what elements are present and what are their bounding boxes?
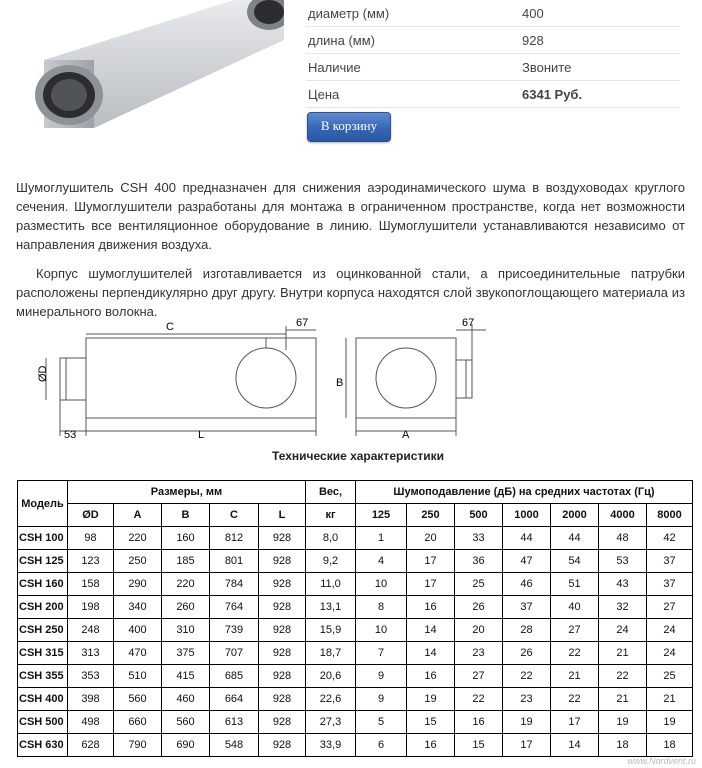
table-cell: 510 <box>114 665 162 688</box>
table-cell: 764 <box>210 596 259 619</box>
table-cell: 220 <box>162 573 210 596</box>
header-freq-col: 250 <box>407 504 455 527</box>
table-cell: 6 <box>356 734 407 757</box>
table-cell: 21 <box>599 642 647 665</box>
product-photo <box>14 0 284 140</box>
table-row <box>18 527 693 550</box>
table-cell: 18 <box>599 734 647 757</box>
table-cell: 17 <box>503 734 551 757</box>
table-cell: 664 <box>210 688 259 711</box>
table-cell: 27 <box>455 665 503 688</box>
dim-label-67-right: 67 <box>462 317 475 329</box>
table-cell: 47 <box>503 550 551 573</box>
model-cell: CSH 200 <box>18 596 68 619</box>
table-cell: 660 <box>114 711 162 734</box>
table-cell: 928 <box>259 688 306 711</box>
table-cell: 928 <box>259 711 306 734</box>
table-cell: 628 <box>68 734 114 757</box>
table-cell: 23 <box>503 688 551 711</box>
table-cell: 14 <box>407 642 455 665</box>
table-cell: 10 <box>356 619 407 642</box>
table-cell: 928 <box>259 550 306 573</box>
table-row <box>18 642 693 665</box>
spec-header-row-2 <box>18 504 693 527</box>
table-cell: 10 <box>356 573 407 596</box>
table-cell: 21 <box>599 688 647 711</box>
table-cell: 11,0 <box>306 573 356 596</box>
header-weight: Вес, <box>306 481 356 504</box>
table-cell: 8 <box>356 596 407 619</box>
dim-label-a: A <box>402 429 410 441</box>
table-cell: 460 <box>162 688 210 711</box>
table-cell: 398 <box>68 688 114 711</box>
table-cell: 24 <box>647 619 693 642</box>
table-cell: 40 <box>551 596 599 619</box>
prop-value: 400 <box>520 0 680 27</box>
header-freq-col: 1000 <box>503 504 551 527</box>
prop-row-length <box>306 27 680 54</box>
table-cell: 375 <box>162 642 210 665</box>
table-cell: 158 <box>68 573 114 596</box>
prop-value: 928 <box>520 27 680 54</box>
header-noise: Шумоподавление (дБ) на средних частотах (Гц) <box>356 481 693 504</box>
table-cell: 19 <box>599 711 647 734</box>
table-cell: 685 <box>210 665 259 688</box>
model-cell: CSH 500 <box>18 711 68 734</box>
table-cell: 22 <box>551 642 599 665</box>
product-properties <box>306 0 680 108</box>
prop-label: Цена <box>306 81 520 108</box>
table-cell: 313 <box>68 642 114 665</box>
table-cell: 185 <box>162 550 210 573</box>
table-cell: 928 <box>259 596 306 619</box>
model-cell: CSH 160 <box>18 573 68 596</box>
table-cell: 22,6 <box>306 688 356 711</box>
table-cell: 16 <box>455 711 503 734</box>
table-cell: 44 <box>503 527 551 550</box>
table-cell: 25 <box>647 665 693 688</box>
table-cell: 4 <box>356 550 407 573</box>
table-cell: 928 <box>259 642 306 665</box>
table-row <box>18 596 693 619</box>
table-cell: 33 <box>455 527 503 550</box>
table-cell: 24 <box>647 642 693 665</box>
table-cell: 18,7 <box>306 642 356 665</box>
table-cell: 123 <box>68 550 114 573</box>
header-size-col: A <box>114 504 162 527</box>
table-cell: 9,2 <box>306 550 356 573</box>
table-cell: 7 <box>356 642 407 665</box>
table-cell: 415 <box>162 665 210 688</box>
table-cell: 613 <box>210 711 259 734</box>
table-cell: 26 <box>455 596 503 619</box>
table-cell: 37 <box>647 573 693 596</box>
prop-label: длина (мм) <box>306 27 520 54</box>
header-freq-col: 125 <box>356 504 407 527</box>
dim-label-d: ØD <box>37 365 49 382</box>
table-cell: 46 <box>503 573 551 596</box>
table-cell: 248 <box>68 619 114 642</box>
table-cell: 23 <box>455 642 503 665</box>
header-freq-col: 500 <box>455 504 503 527</box>
table-row <box>18 711 693 734</box>
table-cell: 26 <box>503 642 551 665</box>
table-cell: 24 <box>599 619 647 642</box>
table-cell: 36 <box>455 550 503 573</box>
table-row <box>18 619 693 642</box>
table-cell: 20 <box>407 527 455 550</box>
table-cell: 32 <box>599 596 647 619</box>
table-row <box>18 665 693 688</box>
table-cell: 54 <box>551 550 599 573</box>
table-cell: 160 <box>162 527 210 550</box>
description-paragraph-1: Шумоглушитель CSH 400 предназначен для снижения аэродинамического шума в воздуховодах круглого сечения. Шумоглушители разработаны для монтажа в ограниченном пространстве, когда нет возможности разместить все вентиляционное оборудование в линию. Шумоглушители устанавливаются независимо от направления движения воздуха. <box>16 180 685 252</box>
table-cell: 928 <box>259 527 306 550</box>
prop-label: диаметр (мм) <box>306 0 520 27</box>
watermark: www.Nordvent.ru <box>627 756 696 766</box>
table-cell: 739 <box>210 619 259 642</box>
table-cell: 22 <box>551 688 599 711</box>
table-cell: 28 <box>503 619 551 642</box>
header-size-col: ØD <box>68 504 114 527</box>
model-cell: CSH 250 <box>18 619 68 642</box>
table-cell: 290 <box>114 573 162 596</box>
table-cell: 22 <box>503 665 551 688</box>
table-cell: 560 <box>114 688 162 711</box>
table-cell: 44 <box>551 527 599 550</box>
table-cell: 27 <box>551 619 599 642</box>
table-cell: 260 <box>162 596 210 619</box>
table-cell: 19 <box>647 711 693 734</box>
table-cell: 690 <box>162 734 210 757</box>
table-cell: 928 <box>259 573 306 596</box>
model-cell: CSH 400 <box>18 688 68 711</box>
table-cell: 928 <box>259 734 306 757</box>
table-cell: 560 <box>162 711 210 734</box>
table-cell: 53 <box>599 550 647 573</box>
table-cell: 9 <box>356 665 407 688</box>
table-cell: 353 <box>68 665 114 688</box>
table-cell: 310 <box>162 619 210 642</box>
header-weight-unit: кг <box>306 504 356 527</box>
spec-header-row-1 <box>18 481 693 504</box>
model-cell: CSH 125 <box>18 550 68 573</box>
table-cell: 5 <box>356 711 407 734</box>
spec-table-body <box>18 527 693 757</box>
header-freq-col: 2000 <box>551 504 599 527</box>
table-cell: 928 <box>259 665 306 688</box>
header-freq-col: 8000 <box>647 504 693 527</box>
prop-label: Наличие <box>306 54 520 81</box>
table-cell: 340 <box>114 596 162 619</box>
table-cell: 51 <box>551 573 599 596</box>
table-cell: 25 <box>455 573 503 596</box>
dim-label-c: C <box>166 321 174 333</box>
prop-value: Звоните <box>520 54 680 81</box>
table-cell: 790 <box>114 734 162 757</box>
table-cell: 22 <box>455 688 503 711</box>
header-size-col: L <box>259 504 306 527</box>
header-size-col: C <box>210 504 259 527</box>
dim-label-b: B <box>336 377 344 389</box>
table-cell: 48 <box>599 527 647 550</box>
prop-row-diameter <box>306 0 680 27</box>
table-cell: 20 <box>455 619 503 642</box>
table-row <box>18 688 693 711</box>
table-cell: 18 <box>647 734 693 757</box>
model-cell: CSH 315 <box>18 642 68 665</box>
table-cell: 1 <box>356 527 407 550</box>
technical-drawing <box>16 316 496 446</box>
table-cell: 16 <box>407 734 455 757</box>
table-cell: 37 <box>503 596 551 619</box>
header-sizes: Размеры, мм <box>68 481 306 504</box>
table-cell: 17 <box>407 550 455 573</box>
table-cell: 198 <box>68 596 114 619</box>
table-cell: 15,9 <box>306 619 356 642</box>
table-cell: 470 <box>114 642 162 665</box>
header-freq-col: 4000 <box>599 504 647 527</box>
tech-specs-title: Технические характеристики <box>271 449 445 463</box>
table-cell: 37 <box>647 550 693 573</box>
dim-label-l: L <box>198 429 205 441</box>
table-cell: 21 <box>647 688 693 711</box>
header-model: Модель <box>18 481 68 527</box>
model-cell: CSH 100 <box>18 527 68 550</box>
dim-label-53: 53 <box>64 429 77 441</box>
table-cell: 16 <box>407 665 455 688</box>
table-cell: 801 <box>210 550 259 573</box>
table-cell: 17 <box>551 711 599 734</box>
table-cell: 400 <box>114 619 162 642</box>
table-cell: 15 <box>455 734 503 757</box>
table-cell: 812 <box>210 527 259 550</box>
table-row <box>18 734 693 757</box>
table-cell: 8,0 <box>306 527 356 550</box>
table-cell: 27,3 <box>306 711 356 734</box>
table-cell: 220 <box>114 527 162 550</box>
table-cell: 27 <box>647 596 693 619</box>
table-cell: 43 <box>599 573 647 596</box>
table-cell: 98 <box>68 527 114 550</box>
prop-row-availability <box>306 54 680 81</box>
table-cell: 9 <box>356 688 407 711</box>
table-cell: 707 <box>210 642 259 665</box>
table-cell: 15 <box>407 711 455 734</box>
table-cell: 22 <box>599 665 647 688</box>
table-cell: 19 <box>503 711 551 734</box>
table-cell: 33,9 <box>306 734 356 757</box>
table-cell: 13,1 <box>306 596 356 619</box>
price-value: 6341 Руб. <box>520 81 680 108</box>
table-cell: 548 <box>210 734 259 757</box>
table-cell: 928 <box>259 619 306 642</box>
table-cell: 19 <box>407 688 455 711</box>
table-cell: 20,6 <box>306 665 356 688</box>
table-cell: 21 <box>551 665 599 688</box>
description-paragraph-2: Корпус шумоглушителей изготавливается из оцинкованной стали, а присоединительные патрубки расположены перпендикулярно друг другу. Внутри корпуса находятся слой звукопоглощающего материала из минерального волокна. <box>16 266 685 319</box>
table-cell: 784 <box>210 573 259 596</box>
dim-label-67-left: 67 <box>296 317 309 329</box>
model-cell: CSH 355 <box>18 665 68 688</box>
model-cell: CSH 630 <box>18 734 68 757</box>
table-row <box>18 573 693 596</box>
table-cell: 498 <box>68 711 114 734</box>
prop-row-price <box>306 81 680 108</box>
table-row <box>18 550 693 573</box>
add-to-cart-button[interactable]: В корзину <box>307 112 391 142</box>
table-cell: 14 <box>551 734 599 757</box>
table-cell: 42 <box>647 527 693 550</box>
spec-table <box>17 480 693 757</box>
table-cell: 250 <box>114 550 162 573</box>
header-size-col: B <box>162 504 210 527</box>
table-cell: 16 <box>407 596 455 619</box>
table-cell: 17 <box>407 573 455 596</box>
table-cell: 14 <box>407 619 455 642</box>
